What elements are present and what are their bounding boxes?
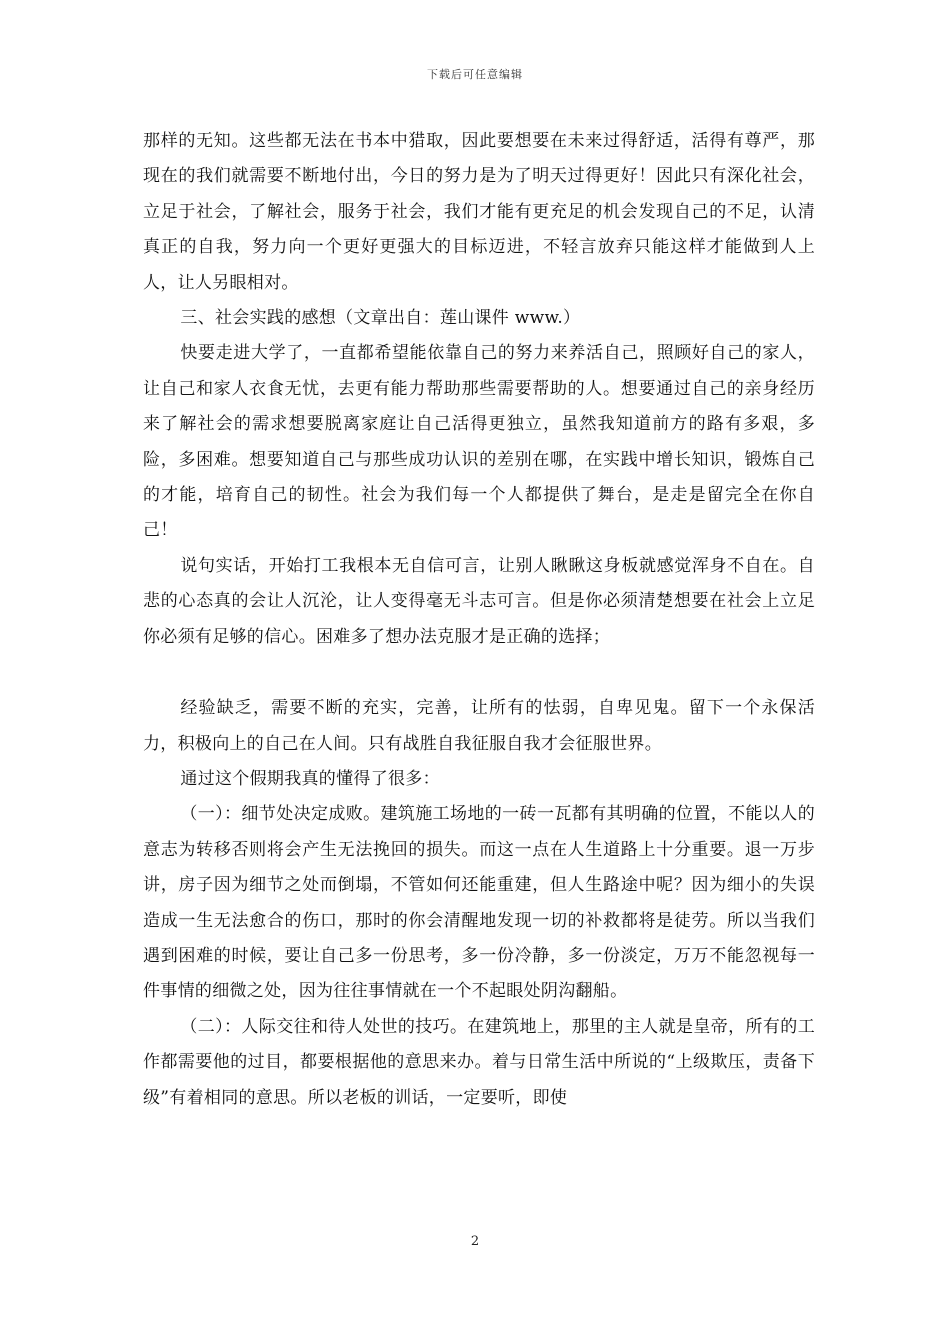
page-header: 下载后可任意编辑 [427, 68, 523, 81]
document-body [143, 124, 815, 1116]
paragraph-gap [143, 655, 815, 691]
paragraph: 经验缺乏，需要不断的充实，完善，让所有的怯弱，自卑见鬼。留下一个永保活力，积极向上的自己在人间。只有战胜自我征服自我才会征服世界。 [143, 698, 815, 754]
paragraph-continuation: 那样的无知。这些都无法在书本中猎取，因此要想要在未来过得舒适，活得有尊严，那现在的我们就需要不断地付出，今日的努力是为了明天过得更好！因此只有深化社会，立足于社会，了解社会，服务于社会，我们才能有更充足的机会发现自己的不足，认清真正的自我，努力向一个更好更强大的目标迈进，不轻言放弃只能这样才能做到人上人，让人另眼相对。 [143, 131, 815, 293]
paragraph: 快要走进大学了，一直都希望能依靠自己的努力来养活自己，照顾好自己的家人，让自己和家人衣食无忧，去更有能力帮助那些需要帮助的人。想要通过自己的亲身经历来了解社会的需求想要脱离家庭让自己活得更独立，虽然我知道前方的路有多艰，多险，多困难。想要知道自己与那些成功认识的差别在哪，在实践中增长知识，锻炼自己的才能，培育自己的韧性。社会为我们每一个人都提供了舞台，是走是留完全在你自己！ [143, 343, 815, 541]
paragraph: 通过这个假期我真的懂得了很多： [180, 768, 440, 789]
paragraph: 说句实话，开始打工我根本无自信可言，让别人瞅瞅这身板就感觉浑身不自在。自悲的心态真的会让人沉沦，让人变得毫无斗志可言。但是你必须清楚想要在社会上立足你必须有足够的信心。困难多了想办法克服才是正确的选择； [143, 555, 815, 647]
list-item-two: （二）：人际交往和待人处世的技巧。在建筑地上，那里的主人就是皇帝，所有的工作都需要他的过目，都要根据他的意思来办。着与日常生活中所说的“上级欺压，责备下级”有着相同的意思。所以老板的训话，一定要听，即使 [143, 1016, 815, 1108]
list-item-one: （一）：细节处决定成败。建筑施工场地的一砖一瓦都有其明确的位置，不能以人的意志为转移否则将会产生无法挽回的损失。而这一点在人生道路上十分重要。退一万步讲，房子因为细节之处而倒塌，不管如何还能重建，但人生路途中呢？因为细小的失误造成一生无法愈合的伤口，那时的你会清醒地发现一切的补救都将是徒劳。所以当我们遇到困难的时候，要让自己多一份思考，多一份冷静，多一份淡定，万万不能忽视每一件事情的细微之处，因为往往事情就在一个不起眼处阴沟翻船。 [143, 804, 815, 1002]
page-number: 2 [470, 1234, 480, 1249]
section-heading: 三、社会实践的感想（文章出自：莲山课件 www.） [180, 308, 581, 329]
